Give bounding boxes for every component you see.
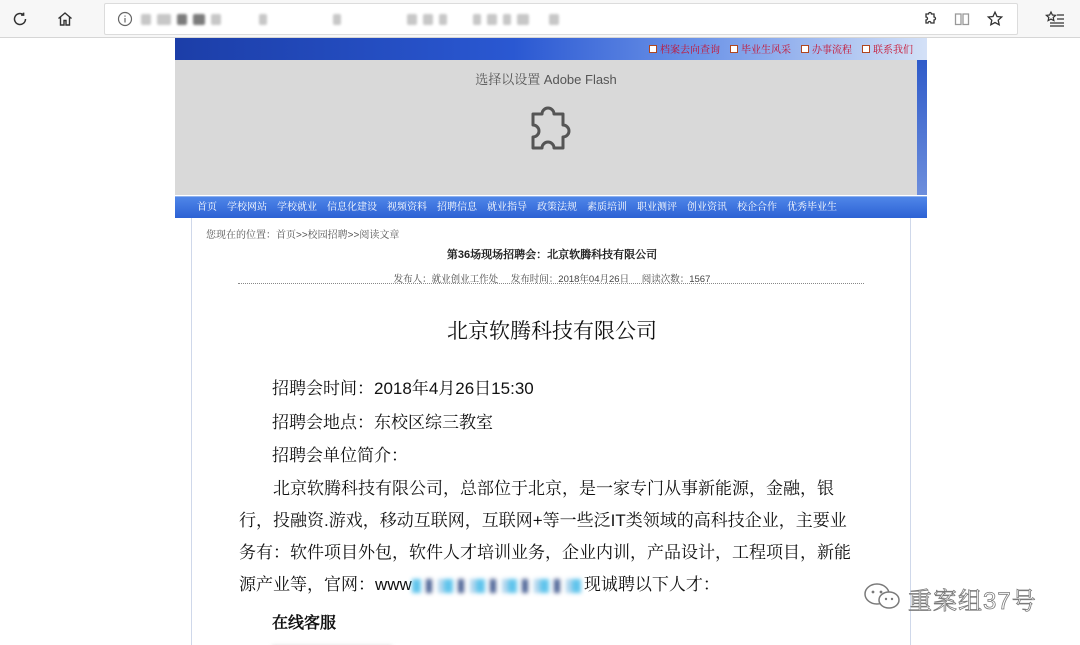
wechat-icon xyxy=(862,581,902,615)
quick-link-label: 联系我们 xyxy=(873,45,913,56)
nav-item-alumni[interactable]: 优秀毕业生 xyxy=(787,202,837,213)
divider xyxy=(238,283,864,284)
bullet-icon xyxy=(801,45,809,53)
nav-item-school-site[interactable]: 学校网站 xyxy=(227,202,267,213)
nav-item-guidance[interactable]: 就业指导 xyxy=(487,202,527,213)
favorites-list-icon[interactable] xyxy=(1040,4,1070,34)
article-title: 第36场现场招聘会：北京软腾科技有限公司 xyxy=(446,249,658,261)
article-panel xyxy=(191,218,911,645)
nav-item-policies[interactable]: 政策法规 xyxy=(537,202,577,213)
section-heading: 在线客服 xyxy=(272,615,337,632)
nav-item-informatization[interactable]: 信息化建设 xyxy=(327,202,377,213)
address-bar[interactable] xyxy=(104,3,1018,35)
header-banner xyxy=(175,38,927,60)
info-icon[interactable] xyxy=(117,11,133,27)
reload-icon[interactable] xyxy=(5,4,35,34)
bullet-icon xyxy=(730,45,738,53)
bullet-icon xyxy=(862,45,870,53)
watermark-text: 重案组37号 xyxy=(908,587,1037,615)
quick-link-contact[interactable] xyxy=(862,41,913,56)
nav-item-training[interactable]: 素质培训 xyxy=(587,202,627,213)
home-icon[interactable] xyxy=(50,4,80,34)
blurred-url xyxy=(141,4,559,34)
bullet-icon xyxy=(649,45,657,53)
quick-link-label: 档案去向查询 xyxy=(660,45,720,56)
intro-text-end: 现诚聘以下人才： xyxy=(583,575,720,594)
reading-view-icon[interactable] xyxy=(949,6,975,32)
fair-time: 招聘会时间：2018年4月26日15:30 xyxy=(272,379,534,398)
company-heading: 北京软腾科技有限公司 xyxy=(447,319,657,343)
favorite-star-icon[interactable] xyxy=(982,6,1008,32)
nav-item-recruitment[interactable]: 招聘信息 xyxy=(437,202,477,213)
quick-link-graduates[interactable] xyxy=(730,41,791,56)
breadcrumb[interactable]: 您现在的位置：首页>>校园招聘>>阅读文章 xyxy=(206,230,400,241)
quick-link-process[interactable] xyxy=(801,41,852,56)
main-nav xyxy=(175,196,927,218)
read-count: 阅读次数：1567 xyxy=(641,274,711,285)
nav-item-startup-news[interactable]: 创业资讯 xyxy=(687,202,727,213)
flash-placeholder[interactable] xyxy=(175,60,917,195)
nav-item-school-employment[interactable]: 学校就业 xyxy=(277,202,317,213)
flash-prompt: 选择以设置 Adobe Flash xyxy=(475,72,617,87)
blurred-website xyxy=(412,579,584,593)
watermark xyxy=(862,580,1037,616)
publisher: 发布人：就业创业工作处 xyxy=(393,274,499,285)
intro-text: 北京软腾科技有限公司，总部位于北京，是一家专门从事新能源，金融，银行，投融资.游戏，移动互联网，互联网+等一些泛IT类领域的高科技企业，主要业务有：软件项目外包，软件人才培训业务，企业内训，产品设计，工程项目，新能源产业等，官网：www xyxy=(239,479,851,594)
site-header xyxy=(175,38,927,198)
browser-toolbar xyxy=(0,0,1080,38)
fair-location: 招聘会地点：东校区综三教室 xyxy=(272,413,493,432)
nav-item-videos[interactable]: 视频资料 xyxy=(387,202,427,213)
quick-links xyxy=(649,41,913,56)
quick-link-label: 毕业生风采 xyxy=(741,45,791,56)
company-intro-label: 招聘会单位简介： xyxy=(272,446,408,465)
company-intro xyxy=(239,473,859,601)
nav-item-home[interactable]: 首页 xyxy=(197,202,217,213)
puzzle-plugin-icon xyxy=(523,100,573,154)
quick-link-archive[interactable] xyxy=(649,41,720,56)
nav-item-cooperation[interactable]: 校企合作 xyxy=(737,202,777,213)
header-side-panel xyxy=(917,60,927,195)
nav-item-career-test[interactable]: 职业测评 xyxy=(637,202,677,213)
publish-time: 发布时间：2018年04月26日 xyxy=(510,274,630,285)
extension-icon[interactable] xyxy=(917,6,943,32)
quick-link-label: 办事流程 xyxy=(812,45,852,56)
